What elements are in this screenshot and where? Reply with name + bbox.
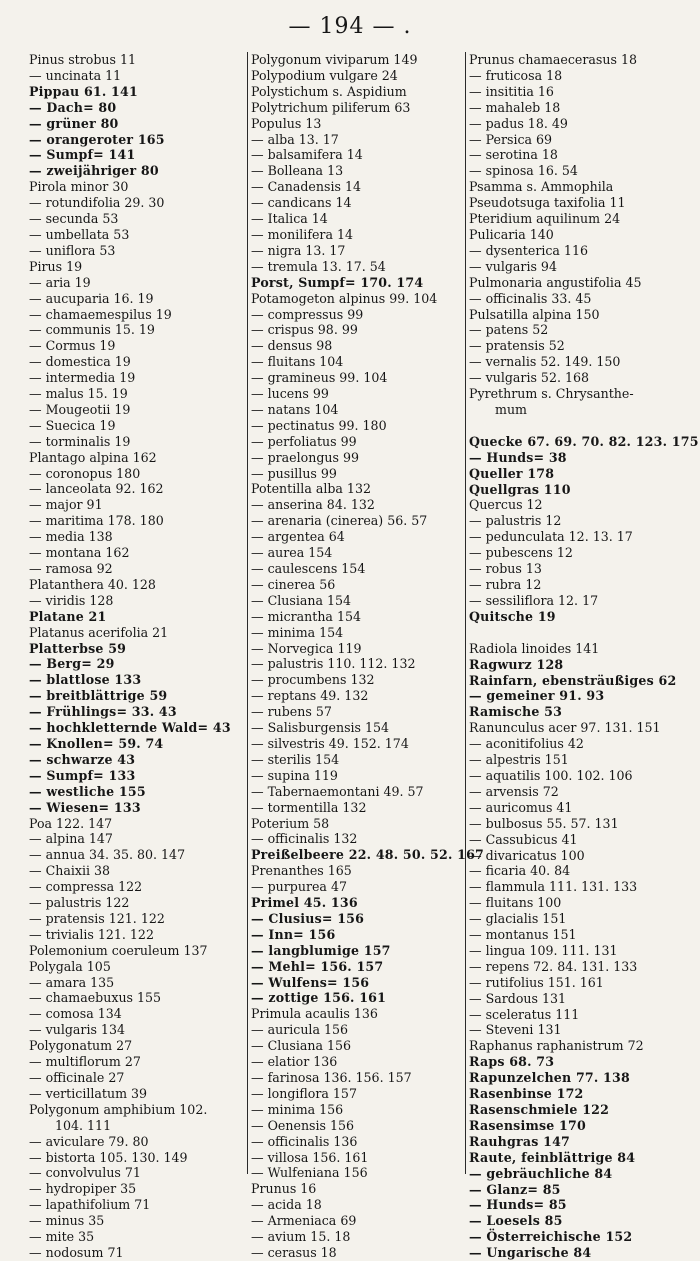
- index-entry: — Oenensis 156: [251, 1117, 355, 1133]
- index-entry: — minima 156: [251, 1101, 344, 1117]
- index-entry: — vulgaris 134: [29, 1022, 125, 1038]
- index-entry: Quitsche 19: [469, 608, 556, 624]
- index-entry: — Knollen= 59. 74: [29, 735, 164, 751]
- index-entry: — Cormus 19: [29, 338, 116, 354]
- index-entry: — sessiliflora 12. 17: [469, 592, 599, 608]
- index-entry: Pirus 19: [29, 258, 83, 274]
- index-entry: — grüner 80: [29, 115, 119, 131]
- index-entry: — rutifolius 151. 161: [469, 974, 604, 990]
- index-entry: Platterbse 59: [29, 640, 127, 656]
- index-entry: — patens 52: [469, 322, 549, 338]
- index-entry: — communis 15. 19: [29, 322, 155, 338]
- index-entry: — officinalis 33. 45: [469, 290, 592, 306]
- index-entry: — Hunds= 85: [469, 1197, 567, 1213]
- index-entry: — tremula 13. 17. 54: [251, 258, 386, 274]
- index-entry: — malus 15. 19: [29, 386, 128, 402]
- index-entry: — glacialis 151: [469, 911, 567, 927]
- index-entry: Rainfarn, ebensträußiges 62: [469, 672, 677, 688]
- index-entry: — fluitans 100: [469, 895, 562, 911]
- index-entry: — aquatilis 100. 102. 106: [469, 767, 633, 783]
- index-entry: — amara 135: [29, 974, 115, 990]
- index-entry: — Hunds= 38: [469, 449, 567, 465]
- index-entry: Polygonum amphibium 102.: [29, 1101, 208, 1117]
- index-entry: — serotina 18: [469, 147, 558, 163]
- index-entry: — alpina 147: [29, 831, 113, 847]
- index-entry: Pippau 61. 141: [29, 83, 138, 99]
- index-entry: Potentilla alba 132: [251, 481, 371, 497]
- index-entry: Potamogeton alpinus 99. 104: [251, 290, 438, 306]
- index-entry: — Sumpf= 141: [29, 147, 136, 163]
- index-entry: — bistorta 105. 130. 149: [29, 1149, 188, 1165]
- index-entry: — nodosum 71: [29, 1244, 124, 1260]
- index-entry: — pectinatus 99. 180: [251, 417, 387, 433]
- index-entry: — robus 13: [469, 561, 542, 577]
- index-entry: — spinosa 16. 54: [469, 163, 578, 179]
- index-entry: — zweijähriger 80: [29, 163, 159, 179]
- index-entry: — trivialis 121. 122: [29, 926, 154, 942]
- index-entry: — arenaria (cinerea) 56. 57: [251, 513, 428, 529]
- index-entry: Quellgras 110: [469, 481, 571, 497]
- index-entry: Ranunculus acer 97. 131. 151: [469, 720, 661, 736]
- index-entry: — Suecica 19: [29, 417, 116, 433]
- index-entry: Plantago alpina 162: [29, 449, 157, 465]
- index-entry: Polygonatum 27: [29, 1038, 133, 1054]
- index-entry: — Wulfens= 156: [251, 974, 370, 990]
- index-entry: — compressus 99: [251, 306, 364, 322]
- index-entry: — multiflorum 27: [29, 1054, 141, 1070]
- index-entry: — palustris 12: [469, 513, 562, 529]
- index-entry: — Wiesen= 133: [29, 799, 141, 815]
- index-entry: — Sumpf= 133: [29, 767, 136, 783]
- index-entry: — Österreichische 152: [469, 1229, 633, 1245]
- index-entry: — aria 19: [29, 274, 91, 290]
- index-entry: — ramosa 92: [29, 561, 113, 576]
- index-entry: Psamma s. Ammophila: [469, 179, 614, 195]
- index-column-3: [465, 52, 699, 1261]
- index-entry: — annua 34. 35. 80. 147: [29, 847, 186, 863]
- index-entry: — convolvulus 71: [29, 1165, 141, 1181]
- index-entry: — pedunculata 12. 13. 17: [469, 529, 633, 545]
- index-entry: — Cassubicus 41: [469, 831, 578, 847]
- index-entry: — uniflora 53: [29, 242, 116, 258]
- index-entry: Poa 122. 147: [29, 815, 113, 831]
- index-entry: — palustris 110. 112. 132: [251, 656, 416, 672]
- index-entry: Pulicaria 140: [469, 226, 554, 242]
- index-entry: Pulmonaria angustifolia 45: [469, 274, 642, 290]
- index-entry: — hydropiper 35: [29, 1181, 137, 1197]
- index-entry: — Inn= 156: [251, 926, 336, 942]
- index-entry: — Clusiana 154: [251, 592, 352, 608]
- index-entry: — auricula 156: [251, 1022, 349, 1038]
- index-column-1: [29, 52, 237, 1261]
- index-entry: — umbellata 53: [29, 226, 130, 242]
- index-entry: — orangeroter 165: [29, 131, 165, 147]
- index-entry: Rasenbinse 172: [469, 1086, 584, 1102]
- index-entry: Polystichum s. Aspidium: [251, 83, 407, 99]
- index-entry: — natans 104: [251, 401, 339, 417]
- index-entry: — compressa 122: [29, 879, 143, 895]
- index-entry: Pyrethrum s. Chrysanthe-: [469, 386, 634, 402]
- index-entry: — chamaemespilus 19: [29, 306, 172, 322]
- index-entry: — reptans 49. 132: [251, 688, 369, 704]
- index-entry: — minima 154: [251, 624, 344, 640]
- index-entry: — padus 18. 49: [469, 115, 568, 131]
- index-entry: — gebräuchliche 84: [469, 1165, 613, 1181]
- index-entry: mum: [495, 401, 527, 417]
- index-entry: — Clusiana 156: [251, 1038, 352, 1054]
- index-entry: — cerasus 18: [251, 1244, 337, 1260]
- index-entry: — aconitifolius 42: [469, 736, 584, 752]
- index-entry: — Persica 69: [469, 131, 553, 147]
- index-entry: — schwarze 43: [29, 751, 136, 767]
- index-entry: — pusillus 99: [251, 465, 337, 481]
- index-entry: Rasensimse 170: [469, 1117, 586, 1133]
- index-entry: — Canadensis 14: [251, 179, 361, 195]
- index-entry: — alba 13. 17: [251, 131, 339, 147]
- index-entry: — Loesels 85: [469, 1213, 563, 1229]
- index-entry: Preißelbeere 22. 48. 50. 52. 167: [251, 847, 484, 863]
- index-entry: — flammula 111. 131. 133: [469, 879, 638, 895]
- index-entry: — pratensis 52: [469, 338, 565, 354]
- index-entry: — mahaleb 18: [469, 99, 561, 115]
- index-entry: — sterilis 154: [251, 751, 340, 767]
- index-entry: Polemonium coeruleum 137: [29, 942, 208, 958]
- index-entry: — Ungarische 84: [469, 1245, 592, 1261]
- index-entry: — officinalis 132: [251, 831, 358, 847]
- index-entry: — verticillatum 39: [29, 1085, 148, 1101]
- index-entry: — anserina 84. 132: [251, 497, 375, 513]
- index-entry: — aurea 154: [251, 545, 333, 561]
- index-entry: — montanus 151: [469, 927, 577, 943]
- index-entry: — ficaria 40. 84: [469, 863, 571, 879]
- index-entry: Platanus acerifolia 21: [29, 624, 169, 640]
- index-entry: — minus 35: [29, 1213, 105, 1229]
- index-entry: — fluitans 104: [251, 354, 344, 370]
- index-entry: — supina 119: [251, 767, 338, 783]
- index-entry: — candicans 14: [251, 195, 352, 211]
- index-entry: — densus 98: [251, 338, 333, 354]
- index-entry: — acida 18: [251, 1197, 322, 1213]
- index-entry: — uncinata 11: [29, 67, 122, 83]
- index-entry: — vulgaris 52. 168: [469, 370, 590, 386]
- index-entry: Porst, Sumpf= 170. 174: [251, 274, 424, 290]
- index-entry: — zottige 156. 161: [251, 990, 387, 1006]
- index-entry: — procumbens 132: [251, 672, 375, 688]
- index-entry: — domestica 19: [29, 354, 131, 370]
- index-entry: — Sardous 131: [469, 990, 567, 1006]
- index-entry: — Mehl= 156. 157: [251, 958, 384, 974]
- index-entry: — praelongus 99: [251, 449, 360, 465]
- index-entry: — farinosa 136. 156. 157: [251, 1070, 412, 1085]
- index-entry: — blattlose 133: [29, 672, 142, 688]
- index-entry: — auricomus 41: [469, 799, 573, 815]
- index-entry: — Wulfeniana 156: [251, 1165, 368, 1181]
- index-entry: — argentea 64: [251, 529, 345, 545]
- index-entry: Ragwurz 128: [469, 656, 564, 672]
- index-entry: — secunda 53: [29, 211, 119, 227]
- index-entry: — rotundifolia 29. 30: [29, 195, 165, 211]
- index-entry: — elatior 136: [251, 1054, 338, 1070]
- index-entry: — westliche 155: [29, 783, 146, 799]
- index-entry: — alpestris 151: [469, 752, 569, 768]
- index-entry: — viridis 128: [29, 592, 114, 608]
- index-entry: — Frühlings= 33. 43: [29, 704, 177, 720]
- index-entry: Polygonum viviparum 149: [251, 52, 418, 67]
- index-entry: Pteridium aquilinum 24: [469, 211, 621, 227]
- index-entry: — Armeniaca 69: [251, 1213, 357, 1229]
- index-entry: Primula acaulis 136: [251, 1006, 378, 1022]
- index-entry: — nigra 13. 17: [251, 242, 346, 258]
- index-entry: Pirola minor 30: [29, 179, 129, 195]
- index-entry: Prenanthes 165: [251, 863, 352, 879]
- index-entry: — lapathifolium 71: [29, 1197, 151, 1213]
- index-entry: — silvestris 49. 152. 174: [251, 735, 409, 751]
- index-entry: Polytrichum piliferum 63: [251, 99, 411, 115]
- index-entry: Prunus chamaecerasus 18: [469, 52, 637, 67]
- index-entry: Pseudotsuga taxifolia 11: [469, 195, 626, 211]
- index-entry: — insititia 16: [469, 83, 554, 99]
- index-entry: — Mougeotii 19: [29, 401, 131, 417]
- index-entry: — cinerea 56: [251, 576, 336, 592]
- page-number: — 194 — .: [288, 14, 412, 39]
- index-entry: Polygala 105: [29, 958, 111, 974]
- index-entry: Pulsatilla alpina 150: [469, 306, 600, 322]
- index-entry: — lucens 99: [251, 386, 329, 402]
- index-entry: — crispus 98. 99: [251, 322, 358, 338]
- index-entry: Platanthera 40. 128: [29, 576, 156, 592]
- index-entry: Poterium 58: [251, 815, 330, 831]
- index-entry: — officinale 27: [29, 1070, 125, 1085]
- index-entry: Ramische 53: [469, 704, 563, 720]
- index-entry: Prunus 16: [251, 1181, 317, 1197]
- index-entry: — lanceolata 92. 162: [29, 481, 164, 497]
- index-entry: Primel 45. 136: [251, 895, 358, 911]
- index-entry: Rapunzelchen 77. 138: [469, 1070, 630, 1086]
- index-entry: Rasenschmiele 122: [469, 1102, 610, 1117]
- index-entry: — caulescens 154: [251, 561, 366, 576]
- index-entry: — fruticosa 18: [469, 67, 563, 83]
- index-entry: — aviculare 79. 80: [29, 1133, 149, 1149]
- index-entry: — langblumige 157: [251, 942, 391, 958]
- index-entry: — officinalis 136: [251, 1133, 358, 1149]
- index-entry: — gemeiner 91. 93: [469, 688, 605, 704]
- index-entry: — Chaixii 38: [29, 863, 111, 879]
- index-entry: — pratensis 121. 122: [29, 910, 165, 926]
- index-entry: — intermedia 19: [29, 370, 136, 386]
- index-entry: — chamaebuxus 155: [29, 990, 162, 1006]
- index-entry: — comosa 134: [29, 1006, 122, 1022]
- index-entry: — torminalis 19: [29, 433, 131, 449]
- index-entry: — Glanz= 85: [469, 1181, 561, 1197]
- index-entry: — monilifera 14: [251, 226, 353, 242]
- index-entry: Raps 68. 73: [469, 1054, 555, 1070]
- index-entry: Polypodium vulgare 24: [251, 67, 398, 83]
- index-entry: — repens 72. 84. 131. 133: [469, 958, 638, 974]
- index-entry: Raute, feinblättrige 84: [469, 1149, 636, 1165]
- index-entry: Populus 13: [251, 115, 322, 131]
- index-entry: — rubra 12: [469, 577, 542, 592]
- index-entry: Quecke 67. 69. 70. 82. 123. 175: [469, 433, 699, 449]
- index-entry: — vulgaris 94: [469, 258, 557, 274]
- index-entry: — arvensis 72: [469, 783, 559, 799]
- index-entry: — bulbosus 55. 57. 131: [469, 815, 619, 831]
- index-entry: — perfoliatus 99: [251, 433, 357, 449]
- index-entry: — major 91: [29, 497, 103, 513]
- index-entry: — micrantha 154: [251, 608, 361, 624]
- index-entry: — Dach= 80: [29, 99, 117, 115]
- index-entry: — Italica 14: [251, 211, 328, 227]
- index-entry: 104. 111: [55, 1117, 112, 1133]
- index-entry: — aucuparia 16. 19: [29, 290, 154, 306]
- index-entry: — Tabernaemontani 49. 57: [251, 783, 424, 799]
- index-entry: — balsamifera 14: [251, 147, 363, 163]
- index-entry: — divaricatus 100: [469, 847, 585, 863]
- index-entry: — hochkletternde Wald= 43: [29, 720, 231, 736]
- index-entry: — Norvegica 119: [251, 640, 362, 656]
- index-entry: — breitblättrige 59: [29, 688, 168, 704]
- index-entry: — gramineus 99. 104: [251, 370, 388, 386]
- index-entry: — sceleratus 111: [469, 1006, 580, 1022]
- index-entry: — longiflora 157: [251, 1085, 357, 1101]
- index-entry: — purpurea 47: [251, 879, 347, 895]
- index-entry: — Bolleana 13: [251, 163, 344, 179]
- index-entry: Quercus 12: [469, 497, 543, 513]
- index-entry: — avium 15. 18: [251, 1229, 351, 1245]
- index-entry: — media 138: [29, 529, 113, 545]
- index-entry: — montana 162: [29, 545, 130, 561]
- index-entry: — pubescens 12: [469, 545, 573, 561]
- index-entry: — tormentilla 132: [251, 799, 367, 815]
- index-entry: — palustris 122: [29, 895, 130, 911]
- index-entry: — rubens 57: [251, 704, 332, 720]
- index-entry: Platane 21: [29, 608, 107, 624]
- index-entry: — dysenterica 116: [469, 242, 588, 258]
- index-entry: — maritima 178. 180: [29, 513, 164, 529]
- index-entry: — Salisburgensis 154: [251, 720, 390, 736]
- index-entry: Raphanus raphanistrum 72: [469, 1038, 644, 1054]
- index-entry: — Berg= 29: [29, 656, 115, 672]
- index-entry: Queller 178: [469, 465, 555, 481]
- index-entry: Rauhgras 147: [469, 1133, 570, 1149]
- index-entry: Pinus strobus 11: [29, 52, 136, 67]
- index-entry: — coronopus 180: [29, 465, 141, 481]
- index-column-2: [247, 52, 484, 1260]
- index-entry: — villosa 156. 161: [251, 1149, 369, 1165]
- index-entry: — Steveni 131: [469, 1022, 562, 1038]
- index-entry: — vernalis 52. 149. 150: [469, 354, 621, 370]
- index-entry: — Clusius= 156: [251, 910, 365, 926]
- index-entry: — lingua 109. 111. 131: [469, 942, 618, 958]
- index-entry: Radiola linoides 141: [469, 640, 600, 656]
- index-entry: — mite 35: [29, 1229, 95, 1245]
